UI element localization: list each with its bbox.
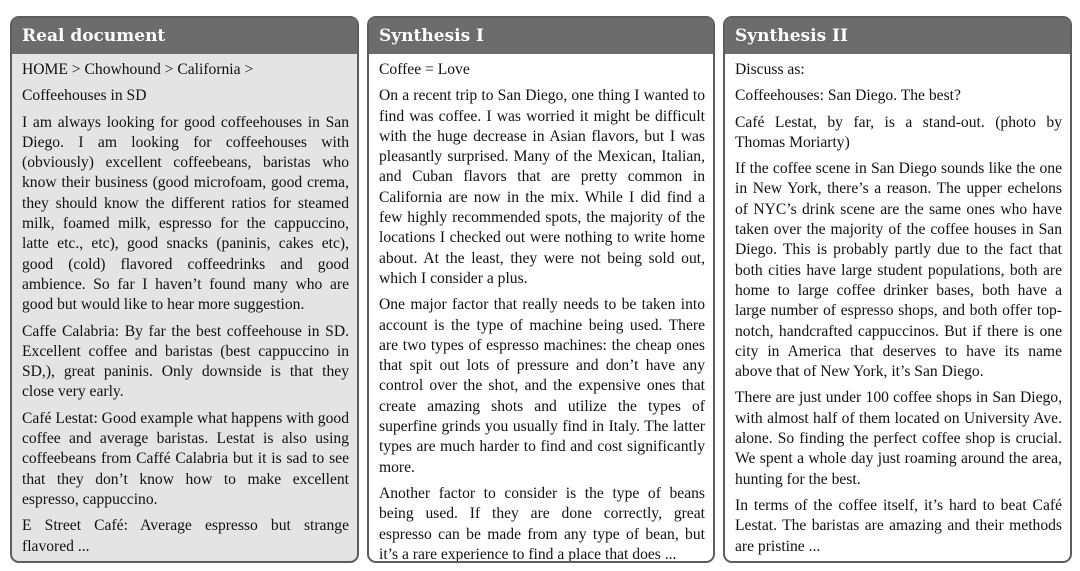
paragraph: Discuss as:	[735, 61, 805, 78]
panel-title: Synthesis II	[725, 18, 1070, 54]
panel-real-document	[10, 16, 359, 563]
panel-body	[12, 54, 357, 557]
paragraph: One major factor that really needs to be taken into account is the type of machine being used. There are two types of espresso machines: the cheap ones that spit out lots of pressure and don’t have any control over the shot, and the expensive ones that create amazing shots and utilize the types of superfine grinds you usually find in Italy. The latter types are much harder to find and cost significantly more.	[379, 296, 705, 476]
paragraph: I am always looking for good coffeehouses in San Diego. I am looking for coffeehouses with (obviously) excellent coffeebeans, baristas who know their business (good microfoam, good crema, they should know the different ratios for steamed milk, foamed milk, espresso for the cappuccino, latte etc., etc), good snacks (paninis, cakes etc), good (cold) flavored coffeedrinks and good ambience. So far I haven’t found many who are good but would like to hear more suggestion.	[22, 113, 349, 314]
paragraph: In terms of the coffee itself, it’s hard to beat Café Lestat. The baristas are amazing and their methods are pristine ...	[735, 496, 1062, 555]
paragraph: Café Lestat, by far, is a stand-out. (photo by Thomas Moriarty)	[735, 113, 1062, 151]
panel-synthesis-2	[723, 16, 1072, 563]
document-title: Coffee = Love	[379, 61, 470, 78]
document-title: Coffeehouses: San Diego. The best?	[735, 87, 961, 105]
panel-synthesis-1	[367, 16, 715, 563]
panel-body	[369, 54, 713, 563]
paragraph: Caffe Calabria: By far the best coffeehouse in SD. Excellent coffee and baristas (best cappuccino in SD,), great paninis. Only downside is that they close very early.	[22, 322, 349, 401]
panel-title: Synthesis I	[369, 18, 713, 54]
panel-title: Real document	[12, 18, 357, 54]
paragraph: There are just under 100 coffee shops in San Diego, with almost half of them located on University Ave. alone. So finding the perfect coffee shop is crucial. We spent a whole day just roaming around the area, hunting for the best.	[735, 389, 1062, 488]
document-title: Coffeehouses in SD	[22, 87, 147, 105]
breadcrumb: HOME > Chowhound > California >	[22, 61, 254, 78]
paragraph: If the coffee scene in San Diego sounds like the one in New York, there’s a reason. The upper echelons of NYC’s drink scene are the same ones who have taken over the majority of the coffee houses in San Diego. This is probably partly due to the fact that both cities have large student populations, both are home to large coffee drinker bases, both have a large number of espresso shops, and both offer top-notch, handcrafted cappuccinos. But if there is one city in America that deserves to have its name above that of New York, it’s San Diego.	[735, 160, 1062, 381]
paragraph: Café Lestat: Good example what happens with good coffee and average baristas. Lestat is also using coffeebeans from Caffé Calabria but it is sad to see that they don’t know how to make excellent espresso, cappuccino.	[22, 409, 349, 508]
paragraph: Another factor to consider is the type of beans being used. If they are done correctly, great espresso can be made from any type of bean, but it’s a rare experience to find a place that does ...	[379, 484, 705, 563]
paragraph: On a recent trip to San Diego, one thing I wanted to find was coffee. I was worried it might be difficult with the huge decrease in Asian flavors, but I was pleasantly surprised. Many of the Mexican, Italian, and Cuban flavors that are pretty common in California are now in the mix. While I did find a few highly recommended spots, the majority of the locations I checked out were nothing to write home about. At the least, they were not being sold out, which I consider a plus.	[379, 87, 705, 287]
panel-body	[725, 54, 1070, 557]
paragraph: E Street Café: Average espresso but strange flavored ...	[22, 517, 349, 555]
